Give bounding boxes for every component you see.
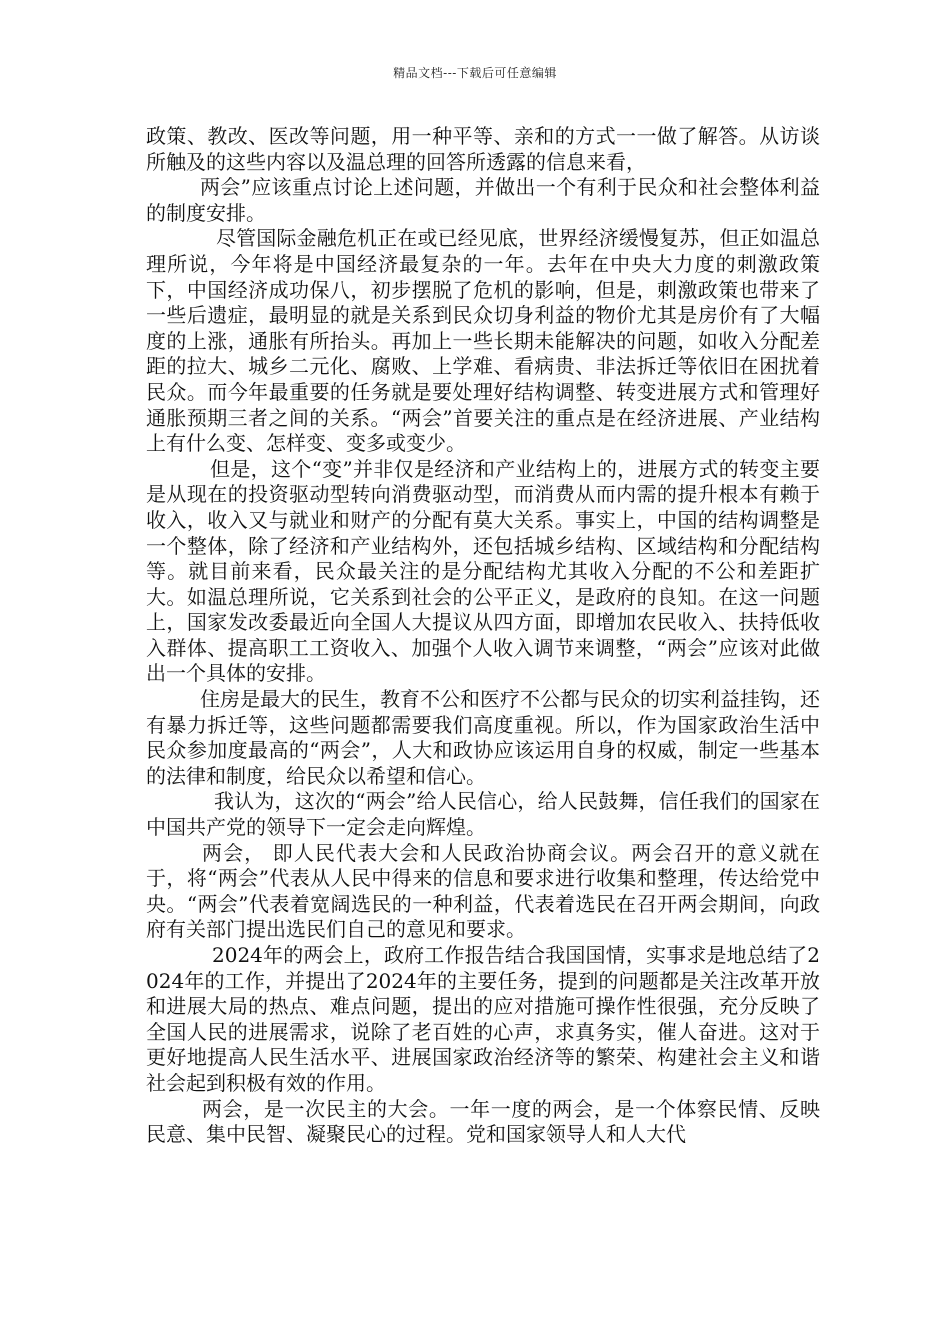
paragraph: 政策、教改、医改等问题，用一种平等、亲和的方式一一做了解答。从访谈所触及的这些内容以及温总理的回答所透露的信息来看，: [146, 124, 820, 174]
paragraph: 住房是最大的民生，教育不公和医疗不公都与民众的切实利益挂钩，还有暴力拆迁等，这些问题都需要我们高度重视。所以，作为国家政治生活中民众参加度最高的“两会”，人大和政协应该运用自身的权威，制定一些基本的法律和制度，给民众以希望和信心。: [146, 687, 820, 788]
page-header: 精品文档---下载后可任意编辑: [393, 66, 557, 80]
paragraph: 但是，这个“变”并非仅是经济和产业结构上的，进展方式的转变主要是从现在的投资驱动型转向消费驱动型，而消费从而内需的提升根本有赖于收入，收入又与就业和财产的分配有莫大关系。事实上，中国的结构调整是一个整体，除了经济和产业结构外，还包括城乡结构、区域结构和分配结构等。就目前来看，民众最关注的是分配结构尤其收入分配的不公和差距扩大。如温总理所说，它关系到社会的公平正义，是政府的良知。在这一问题上，国家发改委最近向全国人大提议从四方面，即增加农民收入、扶持低收入群体、提高职工工资收入、加强个人收入调节来调整，“两会”应该对此做出一个具体的安排。: [146, 456, 820, 686]
paragraph: 两会， 即人民代表大会和人民政治协商会议。两会召开的意义就在于，将“两会”代表从人民中得来的信息和要求进行收集和整理，传达给党中央。“两会”代表着宽阔选民的一种利益，代表着选民在召开两会期间，向政府有关部门提出选民们自己的意见和要求。: [146, 840, 820, 942]
paragraph: 两会，是一次民主的大会。一年一度的两会，是一个体察民情、反映民意、集中民智、凝聚民心的过程。党和国家领导人和人大代: [146, 1096, 820, 1147]
paragraph: 2024年的两会上，政府工作报告结合我国国情，实事求是地总结了2024年的工作，并提出了2024年的主要任务，提到的问题都是关注改革开放和进展大局的热点、难点问题，提出的应对措施可操作性很强，充分反映了全国人民的进展需求，说除了老百姓的心声，求真务实，催人奋进。这对于更好地提高人民生活水平、进展国家政治经济等的繁荣、构建社会主义和谐社会起到积极有效的作用。: [146, 943, 820, 1095]
paragraph: 我认为，这次的“两会”给人民信心，给人民鼓舞，信任我们的国家在中国共产党的领导下一定会走向辉煌。: [146, 789, 820, 840]
paragraph: 两会”应该重点讨论上述问题，并做出一个有利于民众和社会整体利益的制度安排。: [146, 175, 820, 225]
paragraph: 尽管国际金融危机正在或已经见底，世界经济缓慢复苏，但正如温总理所说，今年将是中国经济最复杂的一年。去年在中央大力度的刺激政策下，中国经济成功保八，初步摆脱了危机的影响，但是，刺激政策也带来了一些后遗症，最明显的就是关系到民众切身利益的物价尤其是房价有了大幅度的上涨，通胀有所抬头。再加上一些长期未能解决的问题，如收入分配差距的拉大、城乡二元化、腐败、上学难、看病贵、非法拆迁等依旧在困扰着民众。而今年最重要的任务就是要处理好结构调整、转变进展方式和管理好通胀预期三者之间的关系。“两会”首要关注的重点是在经济进展、产业结构上有什么变、怎样变、变多或变少。: [146, 226, 820, 456]
document-body: [146, 124, 820, 1148]
